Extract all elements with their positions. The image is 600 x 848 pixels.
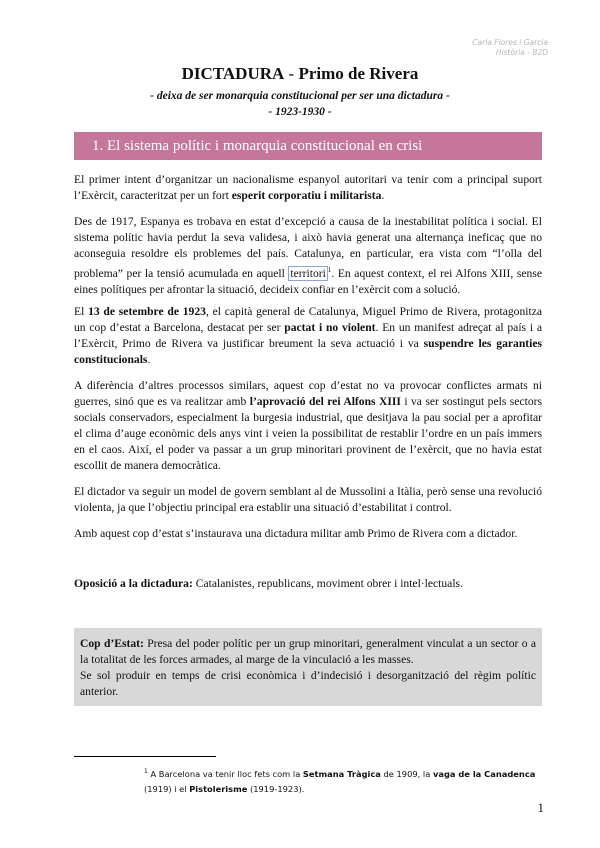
footnote-divider [74, 756, 216, 757]
p1-bold: esperit corporatiu i militarista [231, 189, 382, 202]
fn-text-c: de 1909, la [380, 768, 433, 779]
p3-text-c: , el capità general de Catalunya, Miguel Primo de Rivera, protagonitza un cop d’estat a Barcelona, destacat per ser [74, 305, 542, 334]
footnote-number: 1 [144, 768, 148, 775]
p3-text-a: El [74, 305, 89, 318]
p4-bold: l’aprovació del rei Alfons XIII [249, 395, 401, 408]
highlighted-word: territori [290, 266, 326, 280]
subtitle-line-2: - 1923-1930 - [268, 106, 332, 118]
p1-text-a: El primer intent d’organitzar un nacionalisme espanyol autoritari va tenir com a principal suport l’Exèrcit, caracteritzat per un fort [74, 173, 542, 202]
page-number: 1 [537, 800, 544, 815]
definition-text-1: Presa del poder polític per un grup minoritari, generalment vinculat a un sector o a la totalitat de les forces armades, al marge de la vinculació a les masses. [80, 637, 536, 666]
paragraph-1 [74, 172, 542, 204]
fn-bold-pistolerisme: Pistolerisme [189, 783, 248, 794]
page-title [0, 64, 600, 84]
fn-bold-vaga: vaga de la Canadenca [432, 768, 536, 779]
definition-line-2: Se sol produir en temps de crisi econòmica i d’indecisió i desorganització del règim polític anterior. [80, 669, 536, 698]
p4-text-a: A diferència d’altres processos similars, aquest cop d’estat no va provocar conflictes armats ni guerres, sinó que es va realitzar amb [74, 379, 542, 408]
opposition-line [74, 576, 542, 592]
p3-date: 13 de setembre de 1923 [88, 305, 206, 318]
title-name: Primo de Rivera [298, 64, 419, 83]
p1-text-c: . [381, 189, 385, 202]
paragraph-4 [74, 378, 542, 474]
fn-text-a: A Barcelona va tenir lloc fets com la [147, 768, 303, 779]
author-name: Carla Flores i Garcia [472, 38, 548, 47]
title-separator: - [284, 64, 299, 83]
paragraph-5: El dictador va seguir un model de govern semblant al de Mussolini a Itàlia, però sense una revolució violenta, ja que l’objectiu principal era establir una situació d’estabilitat i control. [74, 485, 542, 514]
p4-text-c: i va ser sostingut pels sectors socials conservadors, especialment la burgesia industrial, que desitjava la pau social per a aprofitar el clima d’auge econòmic dels anys vint i veien la possibilitat de restablir l’ordre en un país immers en el caos. Així, el poder va passar a un grup minoritari provinent de l’exèrcit, que no havia estat escollit de manera democràtica. [74, 395, 542, 472]
paragraph-2 [74, 214, 542, 298]
paragraph-3 [74, 304, 542, 368]
subtitle-line-1: - deixa de ser monarquia constitucional per ser una dictadura - [150, 90, 450, 102]
title-main: DICTADURA [181, 64, 285, 83]
p3-bold-suspend: suspendre les garanties constitucionals [74, 337, 543, 366]
footnote [144, 764, 544, 797]
p2-text-c: . En aquest context, el rei Alfons XIII, sense eines polítiques per afrontar la situació, decideix confiar en l’exèrcit com a solució. [74, 266, 542, 296]
fn-text-e: (1919) i el [144, 783, 190, 794]
definition-label: Cop d’Estat: [80, 637, 144, 650]
paragraph-6: Amb aquest cop d’estat s’instaurava una dictadura militar amb Primo de Rivera com a dictador. [74, 527, 518, 540]
definition-box [74, 628, 542, 706]
fn-bold-setmana: Setmana Tràgica [302, 768, 381, 779]
header-note [472, 38, 548, 58]
course-name: Història - B2D [495, 48, 548, 57]
fn-text-g: (1919-1923). [247, 783, 305, 794]
section-heading: 1. El sistema polític i monarquia constitucional en crisi [74, 132, 542, 160]
definition-line-1 [80, 636, 536, 668]
footnote-reference[interactable]: 1 [327, 266, 332, 274]
p3-text-g: . [147, 353, 151, 366]
p3-text-e: . En un manifest adreçat al país i a l’Exèrcit, Primo de Rivera va justificar breument la seva actuació i va [74, 321, 543, 350]
p3-bold-pact: pactat i no violent [284, 321, 376, 334]
opposition-label: Oposició a la dictadura: [74, 577, 193, 590]
opposition-text: Catalanistes, republicans, moviment obrer i intel·lectuals. [192, 577, 463, 590]
p2-text-a: Des de 1917, Espanya es trobava en estat d’excepció a causa de la inestabilitat política i social. El sistema polític havia perdut la seva validesa, i això havia generat una alternança ineficaç que no aconseguia resoldre els problemes del país. Catalunya, en particular, era vista com “l’olla del problema” per la tensió acumulada en aquell [74, 215, 542, 280]
